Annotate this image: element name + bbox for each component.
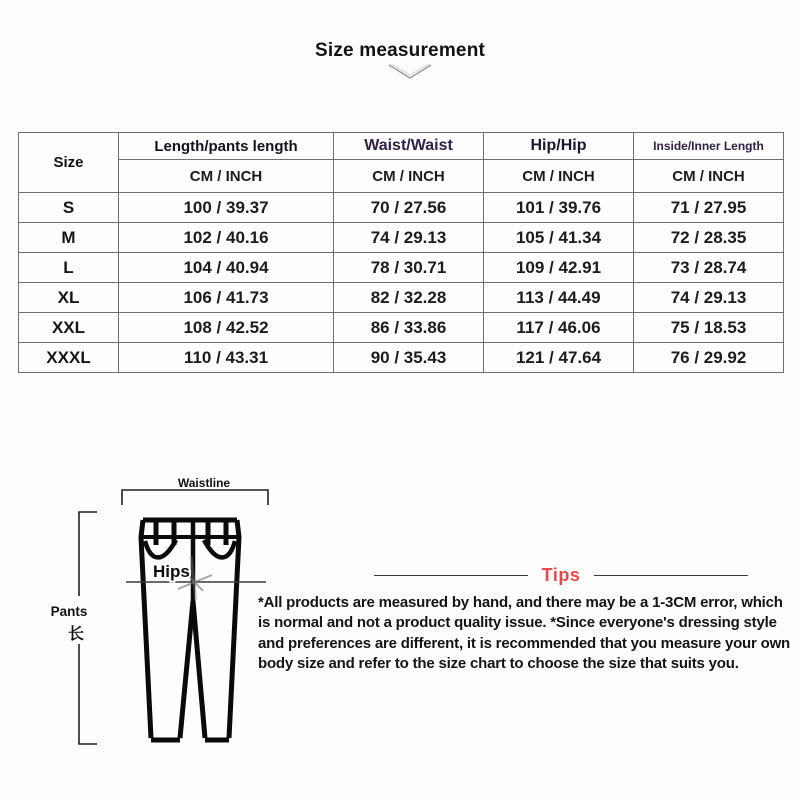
size-cell: M <box>19 223 119 253</box>
length-cell: 102 / 40.16 <box>119 223 334 253</box>
header-hip: Hip/Hip <box>484 133 634 160</box>
size-cell: XL <box>19 283 119 313</box>
table-row <box>19 343 784 373</box>
table-row <box>19 313 784 343</box>
waist-cell: 78 / 30.71 <box>334 253 484 283</box>
hips-label: Hips <box>153 562 190 581</box>
header-length: Length/pants length <box>119 133 334 160</box>
tips-divider-left <box>374 575 528 576</box>
inside-cell: 73 / 28.74 <box>634 253 784 283</box>
inside-cell: 71 / 27.95 <box>634 193 784 223</box>
size-cell: XXXL <box>19 343 119 373</box>
tips-body-text: *All products are measured by hand, and there may be a 1-3CM error, which is normal and not a product quality issue. *Since everyone's dressing style and preferences are different, it is recommended that you measure your own body size and refer to the size chart to choose the size that suits you. <box>258 594 791 673</box>
waistline-bracket <box>122 490 268 505</box>
table-row <box>19 193 784 223</box>
inside-cell: 75 / 18.53 <box>634 313 784 343</box>
pants-label: Pants <box>50 604 88 619</box>
length-cell: 104 / 40.94 <box>119 253 334 283</box>
tips-title: Tips <box>541 565 581 585</box>
unit-label-waist: CM / INCH <box>334 160 484 193</box>
hip-cell: 121 / 47.64 <box>484 343 634 373</box>
table-row <box>19 253 784 283</box>
pants-icon <box>141 520 239 740</box>
tips-divider-right <box>594 575 748 576</box>
unit-label-hip: CM / INCH <box>484 160 634 193</box>
header-inside: Inside/Inner Length <box>634 133 784 160</box>
header-waist: Waist/Waist <box>334 133 484 160</box>
hip-cell: 105 / 41.34 <box>484 223 634 253</box>
table-row <box>19 283 784 313</box>
size-cell: XXL <box>19 313 119 343</box>
inside-cell: 72 / 28.35 <box>634 223 784 253</box>
table-header-row <box>19 133 784 160</box>
waist-cell: 90 / 35.43 <box>334 343 484 373</box>
length-cell: 108 / 42.52 <box>119 313 334 343</box>
waistline-label: Waistline <box>177 476 231 490</box>
length-cell: 100 / 39.37 <box>119 193 334 223</box>
hip-cell: 101 / 39.76 <box>484 193 634 223</box>
waist-cell: 86 / 33.86 <box>334 313 484 343</box>
inside-cell: 76 / 29.92 <box>634 343 784 373</box>
page-title: Size measurement <box>314 40 486 61</box>
waist-cell: 70 / 27.56 <box>334 193 484 223</box>
waist-cell: 74 / 29.13 <box>334 223 484 253</box>
waist-cell: 82 / 32.28 <box>334 283 484 313</box>
chevron-down-icon <box>386 62 434 82</box>
pants-label-cn: 长 <box>67 626 85 643</box>
length-cell: 110 / 43.31 <box>119 343 334 373</box>
length-cell: 106 / 41.73 <box>119 283 334 313</box>
unit-label-inside: CM / INCH <box>634 160 784 193</box>
table-row <box>19 223 784 253</box>
tips-heading <box>374 565 748 586</box>
header-size: Size <box>19 133 119 193</box>
size-cell: S <box>19 193 119 223</box>
size-cell: L <box>19 253 119 283</box>
inside-cell: 74 / 29.13 <box>634 283 784 313</box>
table-units-row <box>19 160 784 193</box>
hip-cell: 117 / 46.06 <box>484 313 634 343</box>
hip-cell: 109 / 42.91 <box>484 253 634 283</box>
size-chart-table <box>18 132 784 373</box>
hip-cell: 113 / 44.49 <box>484 283 634 313</box>
unit-label-length: CM / INCH <box>119 160 334 193</box>
